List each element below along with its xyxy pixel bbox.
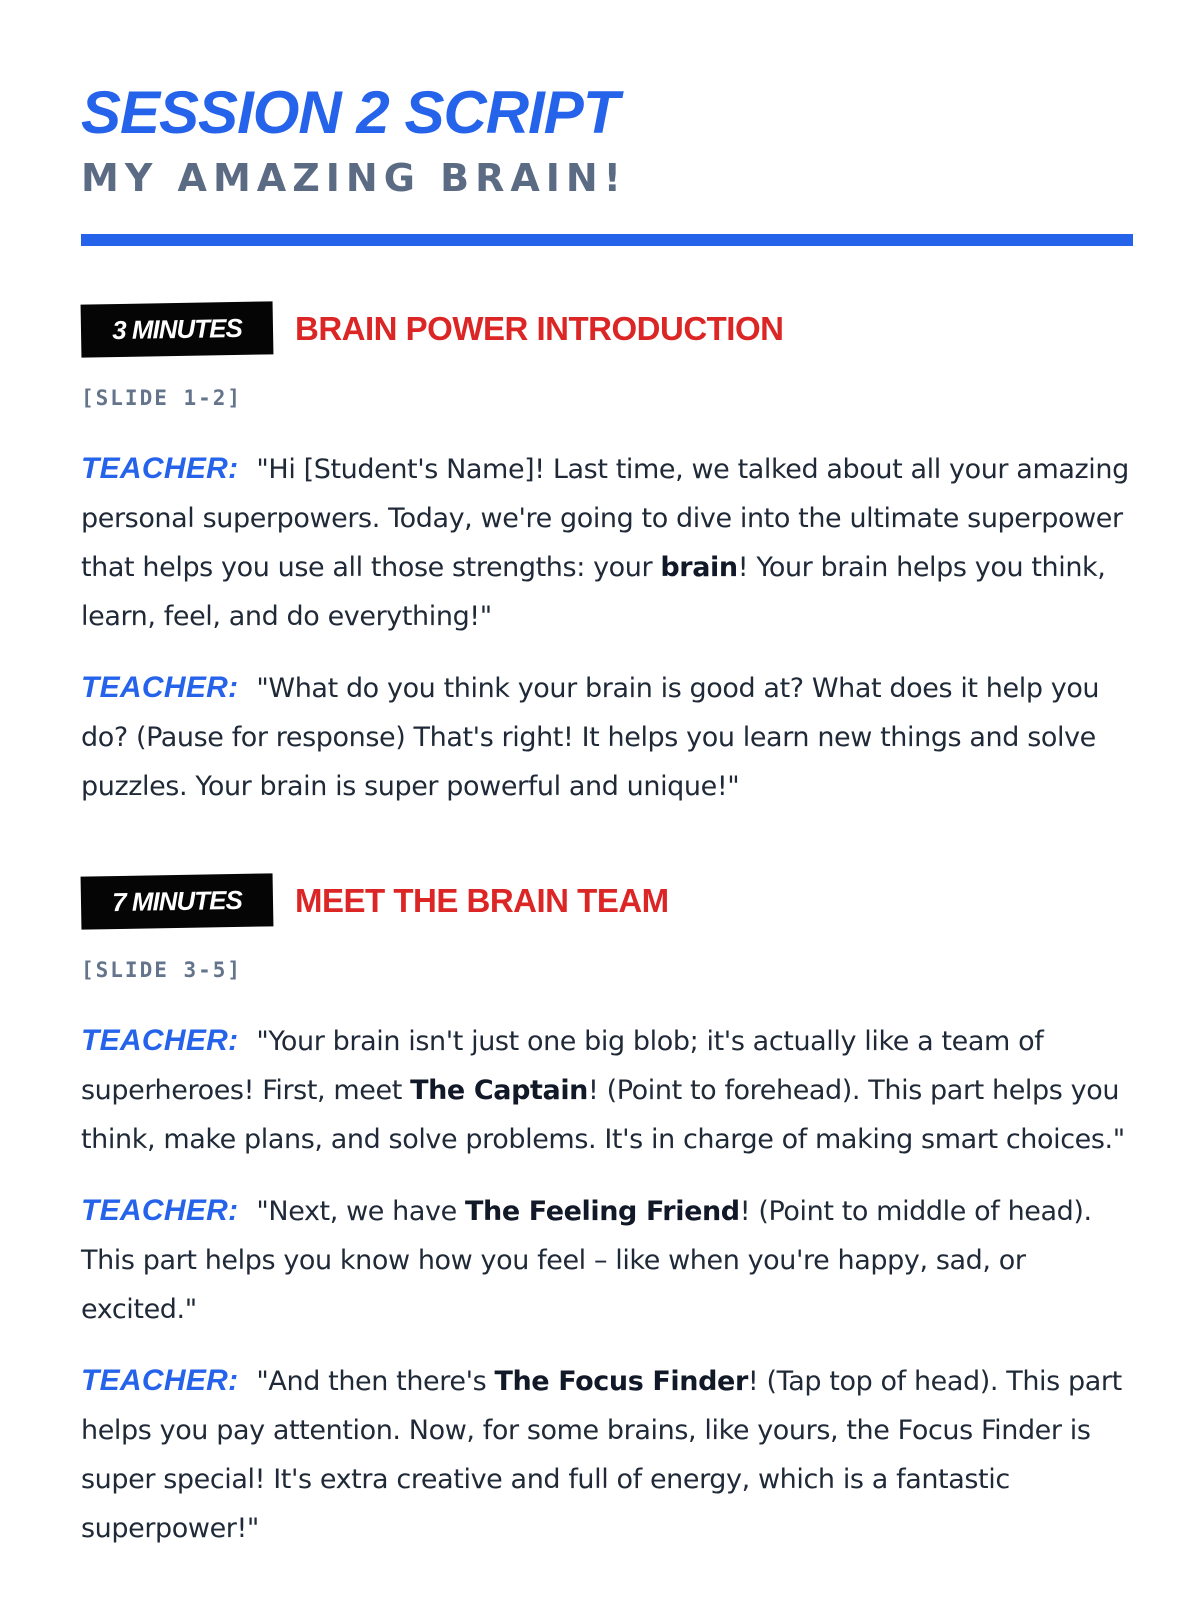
teacher-line <box>81 444 1133 641</box>
line-text: ! (Tap top of head). This part helps you pay attention. Now, for some brains, like yours, the Focus Finder is super special! It's extra creative and full of energy, which is a fantastic superpower!" <box>81 1366 1122 1544</box>
section-title: BRAIN POWER INTRODUCTION <box>295 310 784 347</box>
section-header-brain-power <box>81 301 1133 357</box>
section-header-brain-team <box>81 873 1133 929</box>
line-text: "Next, we have <box>256 1196 465 1227</box>
speaker-label: TEACHER: <box>81 1024 239 1057</box>
teacher-line <box>81 1356 1133 1553</box>
speaker-label: TEACHER: <box>81 671 239 704</box>
line-text: "What do you think your brain is good at? What does it help you do? (Pause for response) That's right! It helps you learn new things and solve puzzles. Your brain is super powerful and unique!" <box>81 673 1100 802</box>
emphasis-text: The Feeling Friend <box>465 1196 740 1227</box>
slide-reference: [SLIDE 3-5] <box>81 958 243 982</box>
line-text: "And then there's <box>256 1366 495 1397</box>
speaker-label: TEACHER: <box>81 452 239 485</box>
speaker-label: TEACHER: <box>81 1364 239 1397</box>
emphasis-text: brain <box>660 552 738 583</box>
header-divider <box>81 234 1133 246</box>
line-text: "Hi [Student's Name]! Last time, we talked about all your amazing personal superpowers. Today, we're going to dive into the ultimate superpower that helps you use all those strengths: your <box>81 454 1129 583</box>
speaker-label: TEACHER: <box>81 1194 239 1227</box>
line-text: ! (Point to forehead). This part helps you think, make plans, and solve problems. It's in charge of making smart choices." <box>81 1075 1125 1155</box>
duration-badge: 3 MINUTES <box>81 301 274 357</box>
line-text: ! (Point to middle of head). This part helps you know how you feel – like when you're happy, sad, or excited." <box>81 1196 1092 1325</box>
line-text: ! Your brain helps you think, learn, feel, and do everything!" <box>81 552 1106 632</box>
teacher-line <box>81 1186 1133 1334</box>
script-document <box>81 78 1133 1553</box>
slide-reference: [SLIDE 1-2] <box>81 386 243 410</box>
page-subtitle: MY AMAZING BRAIN! <box>81 156 628 200</box>
page-title: SESSION 2 SCRIPT <box>81 79 619 146</box>
emphasis-text: The Captain <box>410 1075 588 1106</box>
section-title: MEET THE BRAIN TEAM <box>295 882 669 919</box>
teacher-line <box>81 1016 1133 1164</box>
teacher-line <box>81 663 1133 811</box>
line-text: "Your brain isn't just one big blob; it's actually like a team of superheroes! First, meet <box>81 1026 1044 1106</box>
duration-badge: 7 MINUTES <box>81 873 274 929</box>
emphasis-text: The Focus Finder <box>494 1366 748 1397</box>
